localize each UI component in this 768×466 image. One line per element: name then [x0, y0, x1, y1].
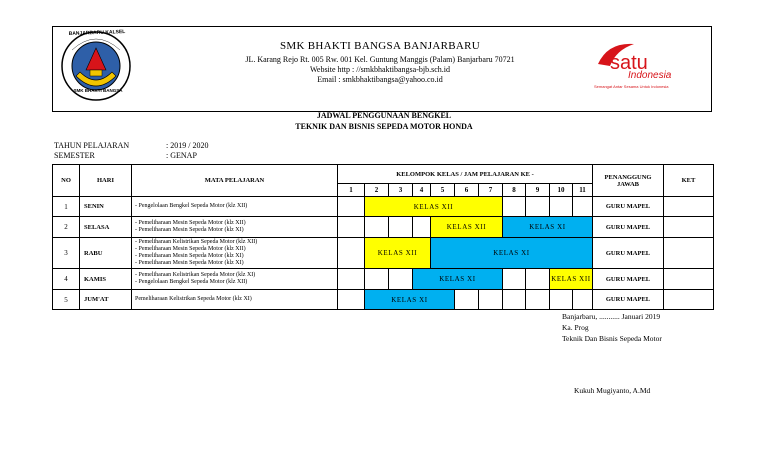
row-notes [664, 197, 714, 217]
logo-indonesia-text: Indonesia [628, 70, 672, 81]
col-header-periods-group: KELOMPOK KELAS / JAM PELAJARAN KE - [338, 165, 593, 184]
period-cell [365, 269, 389, 290]
row-number: 4 [53, 269, 80, 290]
table-row [53, 238, 714, 269]
table-row [53, 290, 714, 310]
col-header-subject: MATA PELAJARAN [132, 165, 338, 197]
subject-line: - Pengelolaan Bengkel Sepeda Motor (klz XII) [135, 279, 248, 285]
subject-line: - Pemeliharaan Mesin Sepeda Motor (klz XI) [135, 260, 244, 266]
signature-position: Ka. Prog [562, 323, 589, 332]
row-notes [664, 269, 714, 290]
row-day: KAMIS [80, 269, 132, 290]
school-email: Email : smkbhaktibangsa@yahoo.co.id [317, 75, 443, 84]
row-responsible: GURU MAPEL [593, 269, 664, 290]
period-cell [389, 269, 413, 290]
row-subjects [132, 238, 338, 269]
period-cell [338, 217, 365, 238]
table-row [53, 269, 714, 290]
schedule-body [53, 197, 714, 310]
class-block: KELAS XI [503, 217, 593, 238]
row-day: JUM'AT [80, 290, 132, 310]
class-block: KELAS XI [365, 290, 455, 310]
signature-name: Kukuh Mugiyanto, A.Md [574, 386, 651, 395]
period-number: 9 [526, 184, 550, 197]
school-name: SMK BHAKTI BANGSA BANJARBARU [279, 40, 480, 52]
period-number: 4 [413, 184, 431, 197]
school-address: JL. Karang Rejo Rt. 005 Rw. 001 Kel. Guntung Manggis (Palam) Banjarbaru 70721 [245, 55, 515, 64]
period-cell [338, 290, 365, 310]
row-subjects [132, 217, 338, 238]
subject-line: - Pemeliharaan Kelistrikan Sepeda Motor (klz XI) [135, 272, 256, 278]
row-subjects [132, 269, 338, 290]
row-day: SENIN [80, 197, 132, 217]
period-number: 7 [479, 184, 503, 197]
class-block: KELAS XII [365, 238, 431, 269]
signature-department: Teknik Dan Bisnis Sepeda Motor [562, 334, 662, 343]
col-header-notes: KET [664, 165, 714, 197]
logo-tagline: Semangat Antar Sesama Untuk Indonesia [594, 84, 669, 89]
row-notes [664, 217, 714, 238]
row-notes [664, 290, 714, 310]
period-cell [413, 217, 431, 238]
class-block: KELAS XII [431, 217, 503, 238]
period-cell [526, 290, 550, 310]
subject-line: - Pemeliharaan Mesin Sepeda Motor (klz XI) [135, 253, 244, 259]
logo-left-bottom-text: SMK BHAKTI BANGSA [73, 88, 123, 93]
period-number: 2 [365, 184, 389, 197]
period-cell [365, 217, 389, 238]
row-day: SELASA [80, 217, 132, 238]
subject-line: - Pemeliharaan Mesin Sepeda Motor (klz XII) [135, 246, 246, 252]
row-responsible: GURU MAPEL [593, 238, 664, 269]
col-header-no: NO [53, 165, 80, 197]
class-block: KELAS XI [431, 238, 593, 269]
row-number: 2 [53, 217, 80, 238]
period-cell [455, 290, 479, 310]
semester-value: : GENAP [166, 151, 197, 160]
period-cell [338, 238, 365, 269]
period-cell [526, 197, 550, 217]
document-title: JADWAL PENGGUNAAN BENGKEL [316, 111, 452, 120]
period-cell [338, 197, 365, 217]
period-number: 1 [338, 184, 365, 197]
period-cell [503, 290, 526, 310]
row-responsible: GURU MAPEL [593, 217, 664, 238]
school-website: Website http : //smkbhaktibangsa-bjb.sch.id [309, 65, 450, 74]
period-number: 6 [455, 184, 479, 197]
subject-line: - Pemeliharaan Kelistrikan Sepeda Motor (klz XII) [135, 239, 258, 245]
period-number: 8 [503, 184, 526, 197]
satu-indonesia-logo [590, 42, 706, 94]
class-block: KELAS XII [550, 269, 593, 290]
period-cell [503, 197, 526, 217]
row-subjects [132, 290, 338, 310]
period-cell [338, 269, 365, 290]
table-row [53, 217, 714, 238]
period-number: 3 [389, 184, 413, 197]
period-number: 10 [550, 184, 573, 197]
period-cell [526, 269, 550, 290]
document-subtitle: TEKNIK DAN BISNIS SEPEDA MOTOR HONDA [295, 122, 473, 131]
semester-label: SEMESTER [54, 151, 95, 160]
period-cell [479, 290, 503, 310]
header-row [53, 165, 714, 184]
period-cell [389, 217, 413, 238]
col-header-day: HARI [80, 165, 132, 197]
signature-place-date: Banjarbaru, ........... Januari 2019 [562, 312, 661, 321]
row-subjects [132, 197, 338, 217]
subject-line: - Pengelolaan Bengkel Sepeda Motor (klz XII) [135, 203, 248, 209]
row-number: 1 [53, 197, 80, 217]
row-day: RABU [80, 238, 132, 269]
year-label: TAHUN PELAJARAN [54, 141, 130, 150]
row-notes [664, 238, 714, 269]
period-cell [550, 290, 573, 310]
class-block: KELAS XI [413, 269, 503, 290]
row-number: 5 [53, 290, 80, 310]
subject-line: Pemeliharaan Kelistrikan Sepeda Motor (klz XI) [135, 296, 252, 302]
table-row [53, 197, 714, 217]
period-cell [573, 290, 593, 310]
logo-left-top-text: BANJARBARU KALSEL [68, 29, 126, 37]
subject-line: - Pemeliharaan Mesin Sepeda Motor (klz XII) [135, 220, 246, 226]
class-block: KELAS XII [365, 197, 503, 217]
period-number: 5 [431, 184, 455, 197]
period-cell [573, 197, 593, 217]
schedule-table [52, 164, 714, 310]
period-cell [503, 269, 526, 290]
logo-satu-text: satu [610, 52, 648, 74]
year-value: : 2019 / 2020 [166, 141, 209, 150]
period-cell [550, 197, 573, 217]
period-number: 11 [573, 184, 593, 197]
row-number: 3 [53, 238, 80, 269]
row-responsible: GURU MAPEL [593, 197, 664, 217]
col-header-responsible: PENANGGUNG JAWAB [593, 165, 664, 197]
row-responsible: GURU MAPEL [593, 290, 664, 310]
subject-line: - Pemeliharaan Mesin Sepeda Motor (klz XI) [135, 227, 244, 233]
